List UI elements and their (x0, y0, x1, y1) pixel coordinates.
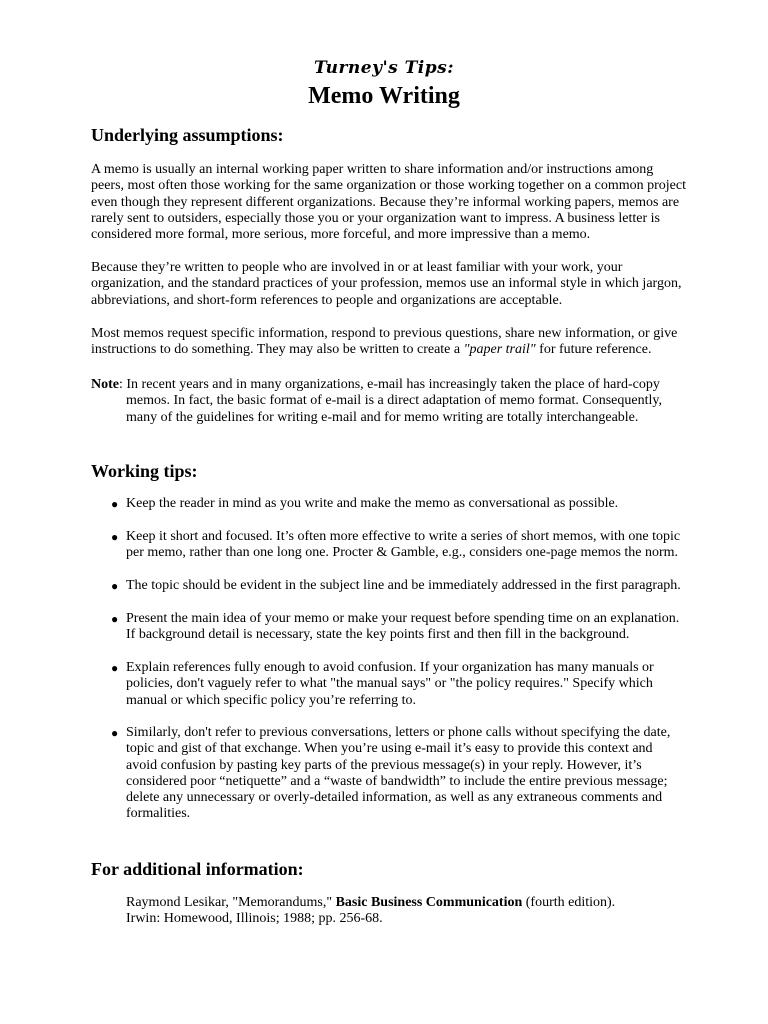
book-title: Basic Business Communication (335, 895, 523, 910)
text-line: formalities. (126, 806, 191, 822)
list-item-text (126, 529, 680, 562)
text-line: rarely sent to outsiders, especially those you or your organization want to impress. A business letter is (91, 210, 660, 226)
text-line: A memo is usually an internal working paper written to share information and/or instructions among (91, 162, 654, 177)
text-line (91, 342, 691, 358)
doc-title: Memo Writing (308, 83, 460, 109)
text-line: The topic should be evident in the subject line and be immediately addressed in the first paragraph. (126, 578, 681, 593)
list-item-text (126, 611, 679, 644)
bullet-icon: ● (111, 497, 119, 511)
text-line: Explain references fully enough to avoid confusion. If your organization has many manuals or (126, 660, 654, 675)
reference-citation (126, 895, 615, 928)
text-line: considered more formal, more serious, more forceful, and more impressive than a memo. (91, 227, 591, 243)
text-line (126, 895, 615, 911)
list-item-text (126, 660, 654, 709)
paragraph-memo-purposes (91, 326, 691, 359)
note-label: Note (91, 377, 119, 392)
text-line: delete any unnecessary or overly-detailed information, as well as any extraneous comments and (126, 790, 663, 806)
text-run: (fourth edition). (522, 895, 616, 910)
text-line: peers, most often those working for the same organization or those working together on a common project (91, 178, 686, 194)
paper-trail-italic: "paper trail" (463, 342, 536, 358)
paragraph-memo-definition (91, 162, 691, 243)
list-item-text (126, 496, 618, 512)
text-line: considered poor “netiquette” and a “waste of bandwidth” to include the entire previous message; (126, 773, 668, 789)
text-run: Raymond Lesikar, "Memorandums," (126, 895, 336, 910)
bullet-icon: ● (111, 661, 119, 675)
text-line: abbreviations, and short-form references to people and organizations are acceptable. (91, 292, 563, 308)
note-continuation: many of the guidelines for writing e-mail and for memo writing are totally interchangeable. (126, 409, 639, 425)
list-item-text (126, 725, 670, 823)
doc-kicker: Turney's Tips: (314, 58, 454, 78)
heading-underlying-assumptions: Underlying assumptions: (91, 125, 284, 145)
bullet-icon: ● (111, 530, 119, 544)
text-line: manual or which specific policy you’re referring to. (126, 692, 417, 708)
note-continuation: memos. In fact, the basic format of e-mail is a direct adaptation of memo format. Consequently, (126, 393, 662, 409)
text-line: per memo, rather than one long one. Procter & Gamble, e.g., considers one-page memos the norm. (126, 545, 679, 561)
text-line: If background detail is necessary, state the key points first and then fill in the background. (126, 627, 630, 643)
bullet-icon: ● (111, 612, 119, 626)
text-line: Similarly, don't refer to previous conversations, letters or phone calls without specifying the date, (126, 725, 671, 740)
text-line: even though they represent different organizations. Because they’re informal working papers, memos are (91, 194, 680, 210)
note-text: : In recent years and in many organizations, e-mail has increasingly taken the place of hard-copy (119, 377, 660, 392)
text-run: for future reference. (535, 342, 652, 358)
bullet-icon: ● (111, 579, 119, 593)
note-first-line (91, 377, 691, 393)
paragraph-informal-style (91, 260, 691, 309)
text-line: policies, don't vaguely refer to what "the manual says" or "the policy requires." Specify which (126, 676, 653, 692)
bullet-icon: ● (111, 726, 119, 740)
list-item-text (126, 578, 681, 594)
text-line: Keep it short and focused. It’s often more effective to write a series of short memos, with one topic (126, 529, 681, 544)
heading-working-tips: Working tips: (91, 461, 198, 481)
text-line: topic and gist of that exchange. When you’re using e-mail it’s easy to provide this context and (126, 741, 653, 757)
text-run: instructions to do something. They may also be written to create a (91, 342, 464, 358)
note-block (91, 377, 691, 426)
text-line: Most memos request specific information, respond to previous questions, share new information, or give (91, 326, 678, 341)
heading-additional-information: For additional information: (91, 859, 304, 879)
text-line: Keep the reader in mind as you write and make the memo as conversational as possible. (126, 496, 619, 511)
text-line: Present the main idea of your memo or make your request before spending time on an explanation. (126, 611, 680, 626)
text-line: Because they’re written to people who are involved in or at least familiar with your work, your (91, 260, 623, 275)
text-line: organization, and the standard practices of your profession, memos use an informal style in which jargon, (91, 276, 682, 292)
text-line: Irwin: Homewood, Illinois; 1988; pp. 256-68. (126, 911, 383, 927)
text-line: avoid confusion by pasting key parts of the previous message(s) in your reply. However, it’s (126, 757, 642, 773)
